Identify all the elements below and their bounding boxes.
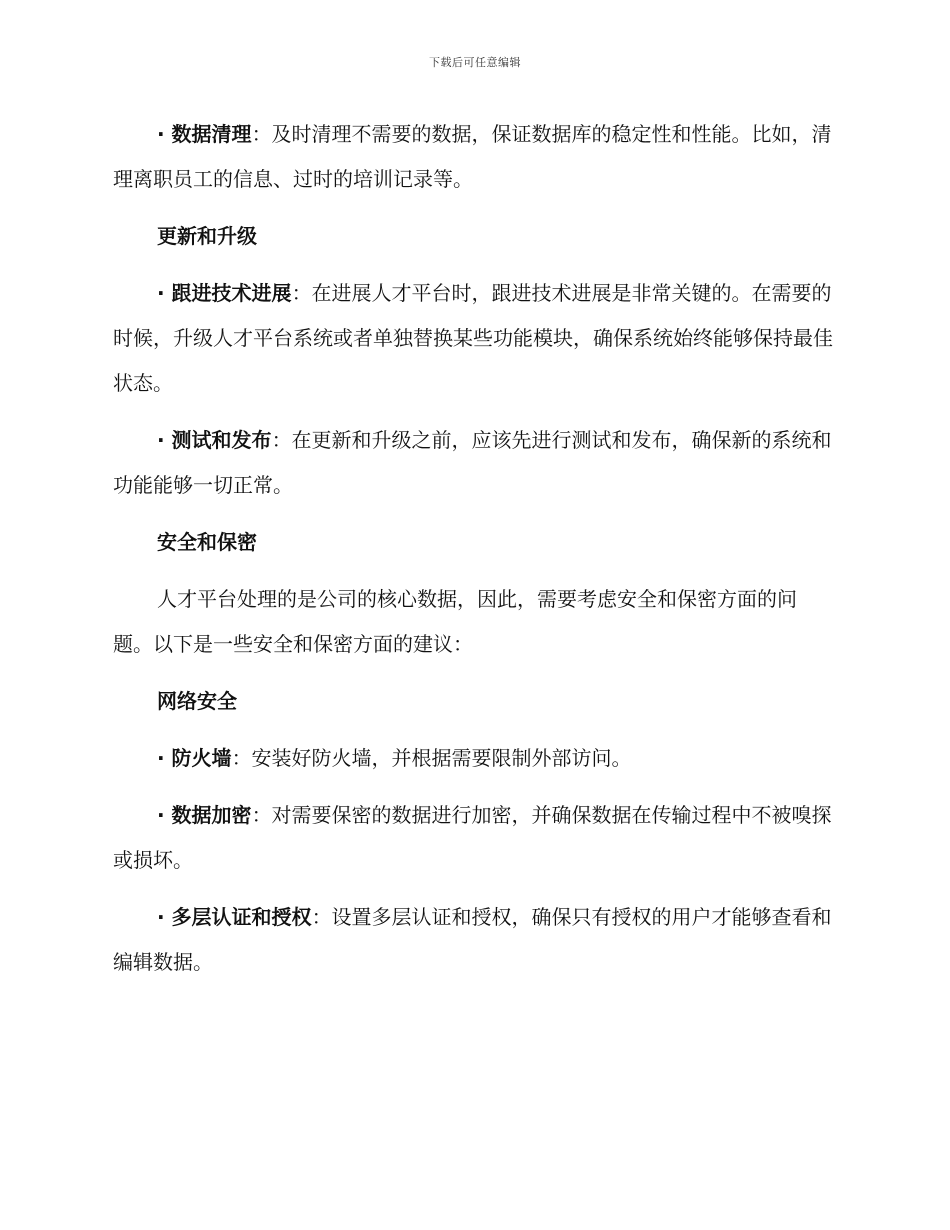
text-tech-progress: ：在进展人才平台时，跟进技术进展是非常关键的。在需要的时候，升级人才平台系统或者单独替换某些功能模块，确保系统始终能够保持最佳状态。: [113, 281, 833, 395]
paragraph-tech-progress: [113, 271, 833, 406]
paragraph-firewall: [113, 736, 833, 781]
heading-security-privacy: 安全和保密: [157, 530, 257, 554]
paragraph-security-intro: 人才平台处理的是公司的核心数据，因此，需要考虑安全和保密方面的问题。以下是一些安全和保密方面的建议：: [113, 587, 797, 656]
paragraph-multi-auth: [113, 895, 833, 985]
page-header: 下载后可任意编辑: [429, 56, 521, 69]
term-tech-progress: · 跟进技术进展: [157, 281, 292, 305]
text-firewall: ：安装好防火墙，并根据需要限制外部访问。: [231, 746, 632, 770]
paragraph-data-cleanup: [113, 112, 833, 202]
term-multi-auth: · 多层认证和授权: [157, 905, 312, 929]
text-data-cleanup: ：及时清理不需要的数据，保证数据库的稳定性和性能。比如，清理离职员工的信息、过时的培训记录等。: [113, 122, 832, 191]
term-data-cleanup: · 数据清理: [157, 122, 252, 146]
term-test-release: · 测试和发布: [157, 428, 272, 452]
text-multi-auth: ：设置多层认证和授权，确保只有授权的用户才能够查看和编辑数据。: [113, 905, 832, 974]
document-body: [113, 112, 833, 997]
paragraph-data-encryption: [113, 793, 833, 883]
text-data-encryption: ：对需要保密的数据进行加密，并确保数据在传输过程中不被嗅探或损坏。: [113, 803, 832, 872]
paragraph-test-release: [113, 418, 833, 508]
term-firewall: · 防火墙: [157, 746, 232, 770]
term-data-encryption: · 数据加密: [157, 803, 252, 827]
heading-update-upgrade: 更新和升级: [157, 224, 257, 248]
text-test-release: ：在更新和升级之前，应该先进行测试和发布，确保新的系统和功能能够一切正常。: [113, 428, 832, 497]
heading-network-security: 网络安全: [157, 689, 237, 713]
